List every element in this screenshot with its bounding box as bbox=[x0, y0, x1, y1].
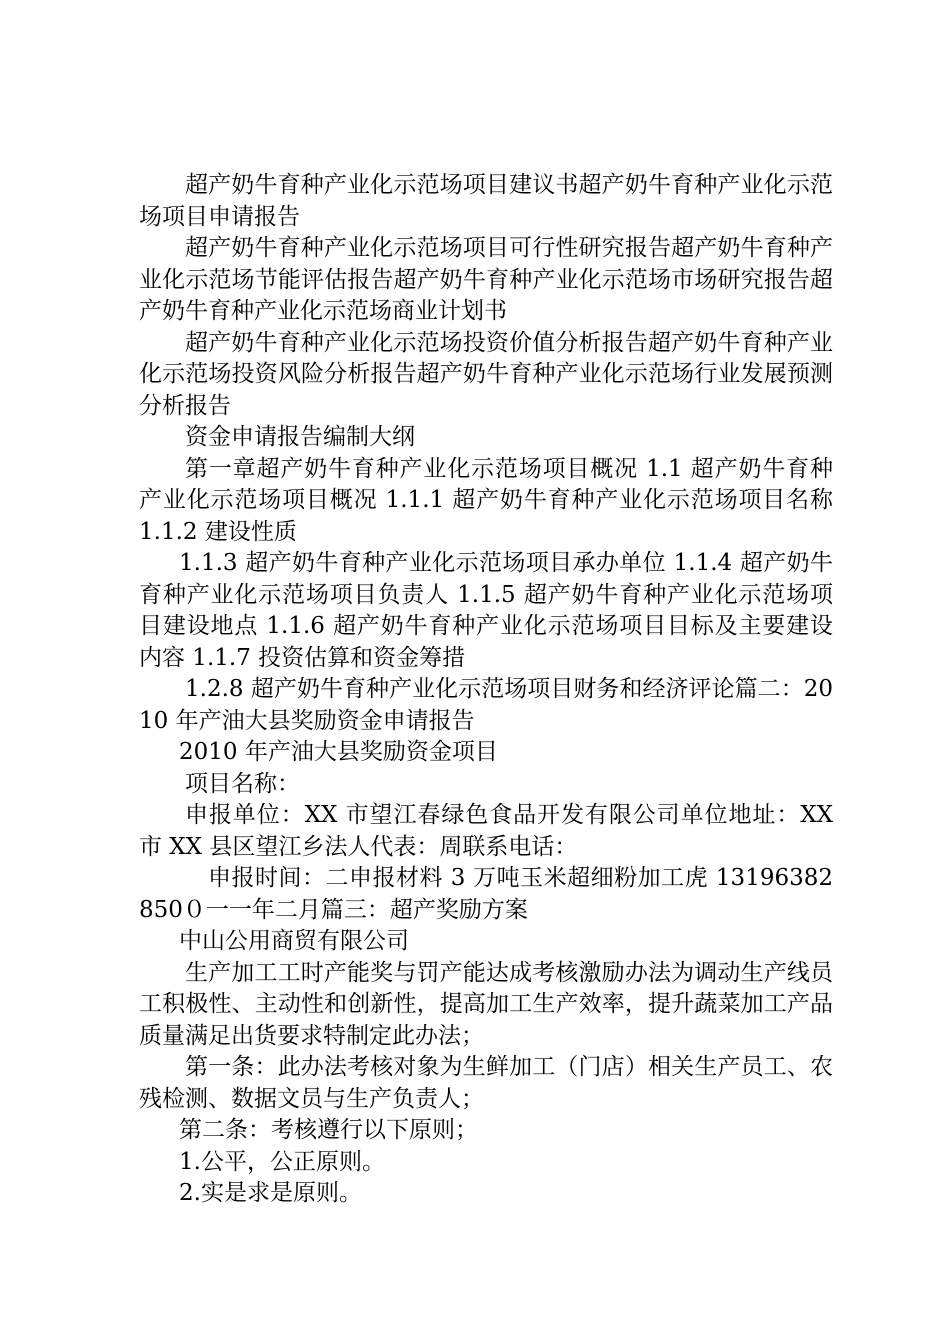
paragraph-7: 1.2.8 超产奶牛育种产业化示范场项目财务和经济评论篇二：2010 年产油大县奖励资金申请报告 bbox=[139, 676, 833, 734]
paragraph-9: 项目名称： bbox=[185, 770, 300, 797]
paragraph-15: 第二条：考核遵行以下原则； bbox=[179, 1117, 478, 1143]
paragraph-3: 超产奶牛育种产业化示范场投资价值分析报告超产奶牛育种产业化示范场投资风险分析报告超产奶牛育种产业化示范场行业发展预测分析报告 bbox=[139, 329, 833, 419]
paragraph-4: 资金申请报告编制大纲 bbox=[185, 424, 415, 450]
paragraph-14: 第一条：此办法考核对象为生鲜加工（门店）相关生产员工、农残检测、数据文员与生产负责人； bbox=[139, 1054, 833, 1112]
paragraph-6: 1.1.3 超产奶牛育种产业化示范场项目承办单位 1.1.4 超产奶牛育种产业化示范场项目负责人 1.1.5 超产奶牛育种产业化示范场项目建设地点 1.1.6 超产奶牛育种产业化示范场项目目标及主要建设内容 1.1.7 投资估算和资金筹措 bbox=[139, 550, 833, 671]
paragraph-11: 申报时间：二申报材料 3 万吨玉米超细粉加工虎 13196382850０一一年二月篇三：超产奖励方案 bbox=[139, 865, 833, 923]
paragraph-1: 超产奶牛育种产业化示范场项目建议书超产奶牛育种产业化示范场项目申请报告 bbox=[139, 172, 833, 230]
paragraph-17: 2.实是求是原则。 bbox=[179, 1180, 362, 1206]
paragraph-12: 中山公用商贸有限公司 bbox=[179, 928, 409, 954]
paragraph-10: 申报单位：XX 市望江春绿色食品开发有限公司单位地址：XX 市 XX 县区望江乡法人代表：周联系电话： bbox=[139, 802, 833, 860]
paragraph-13: 生产加工工时产能奖与罚产能达成考核激励办法为调动生产线员工积极性、主动性和创新性，提高加工生产效率，提升蔬菜加工产品质量满足出货要求特制定此办法； bbox=[139, 959, 833, 1049]
paragraph-5: 第一章超产奶牛育种产业化示范场项目概况 1.1 超产奶牛育种产业化示范场项目概况 1.1.1 超产奶牛育种产业化示范场项目名称 1.1.2 建设性质 bbox=[139, 455, 833, 545]
paragraph-16: 1.公平，公正原则。 bbox=[179, 1148, 385, 1175]
paragraph-2: 超产奶牛育种产业化示范场项目可行性研究报告超产奶牛育种产业化示范场节能评估报告超产奶牛育种产业化示范场市场研究报告超产奶牛育种产业化示范场商业计划书 bbox=[139, 235, 833, 324]
document-body bbox=[139, 170, 833, 1210]
paragraph-8: 2010 年产油大县奖励资金项目 bbox=[179, 739, 498, 765]
